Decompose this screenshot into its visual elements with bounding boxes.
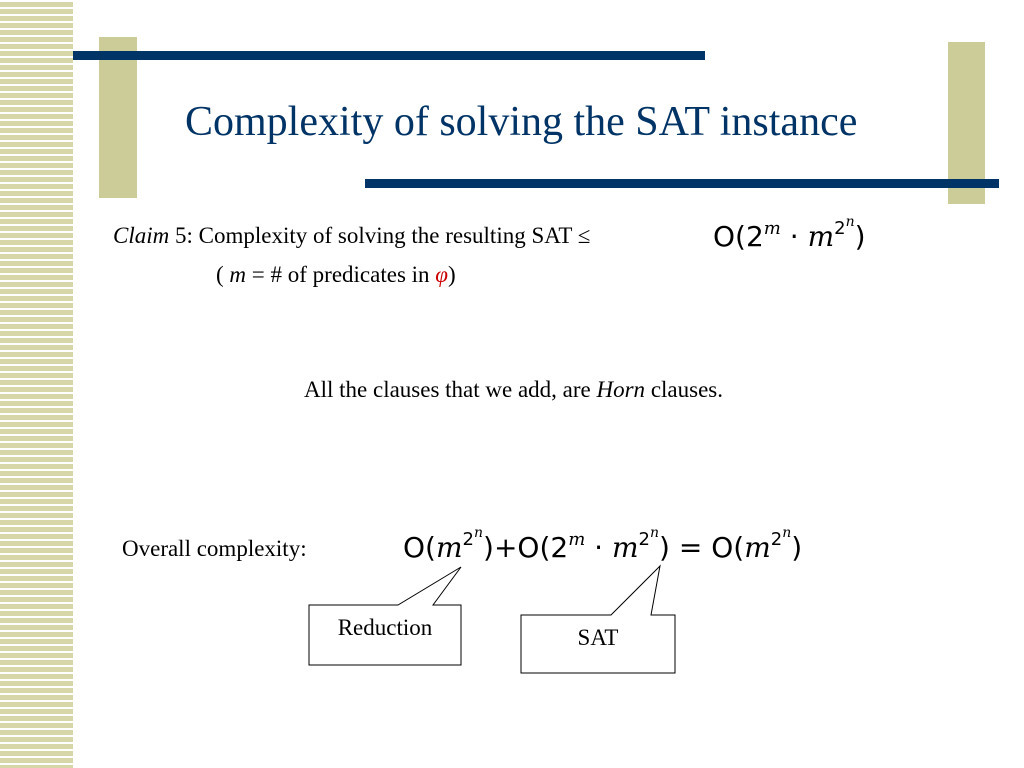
- claim-number: 5: [169, 223, 187, 248]
- sat-callout-label: SAT: [577, 625, 619, 650]
- horn-clauses-line: All the clauses that we add, are Horn clauses.: [304, 377, 723, 402]
- overall-complexity-label: Overall complexity:: [122, 536, 307, 561]
- overall-formula: $O(m^{2^n})+O(2^m \cdot m^{2^n}) = O(m^{2^n})$: [403, 525, 803, 564]
- sat-callout-box: [521, 566, 675, 673]
- slide-title: Complexity of solving the SAT instance: [185, 99, 858, 145]
- claim-label: Claim: [113, 223, 170, 248]
- reduction-callout-label: Reduction: [337, 615, 433, 640]
- phi-symbol: φ: [435, 262, 449, 287]
- predicate-definition: ( m = # of predicates in φ): [216, 262, 456, 287]
- claim-text: : Complexity of solving the resulting SAT ≤: [186, 223, 591, 248]
- claim-formula: $O(2^m \cdot m^{2^n})$: [713, 214, 866, 253]
- horn-word: Horn: [596, 377, 646, 402]
